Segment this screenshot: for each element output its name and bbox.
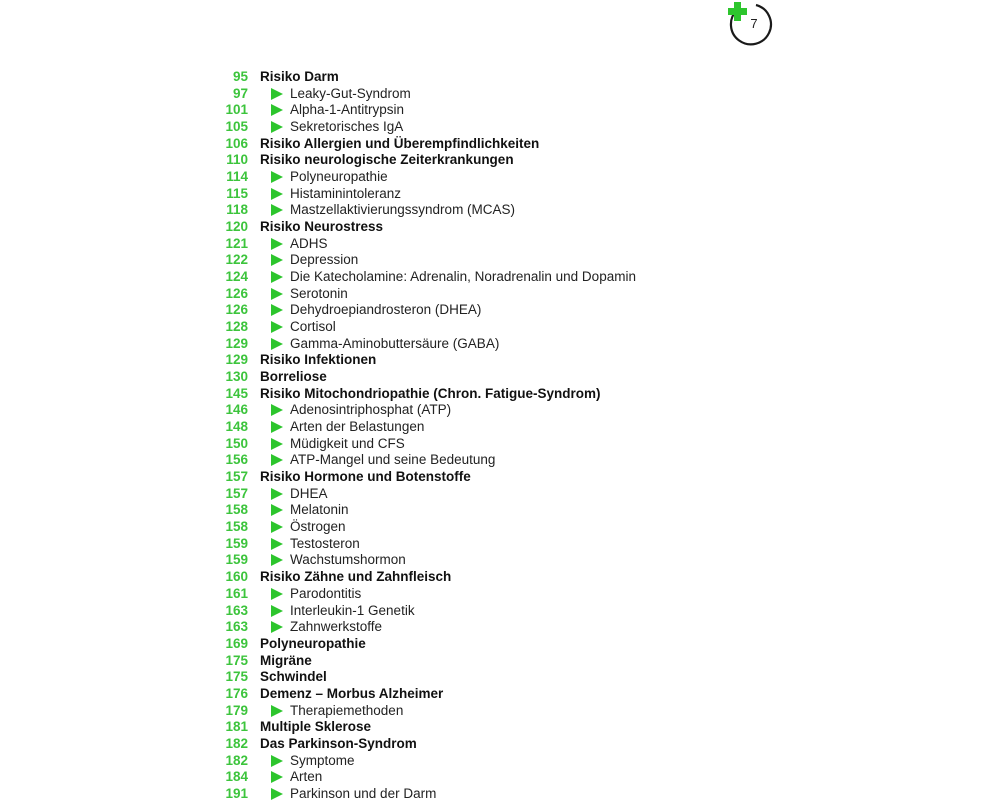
page-badge xyxy=(728,2,776,48)
toc-title: Arten xyxy=(290,769,323,785)
toc-page-number: 101 xyxy=(225,102,248,118)
toc-page-number: 175 xyxy=(225,669,248,685)
toc-page-number: 160 xyxy=(225,569,248,585)
toc-title: Risiko Neurostress xyxy=(260,219,384,235)
toc-title: Dehydroepiandrosteron (DHEA) xyxy=(290,302,482,318)
triangle-arrow-icon xyxy=(271,788,283,800)
toc-title: Multiple Sklerose xyxy=(260,719,372,735)
toc-subentry xyxy=(222,769,782,786)
triangle-arrow-icon xyxy=(271,771,283,783)
toc-subentry xyxy=(222,519,782,536)
toc-subentry xyxy=(222,169,782,186)
toc-page-number: 110 xyxy=(226,152,248,168)
toc-title: Gamma-Aminobuttersäure (GABA) xyxy=(290,335,500,351)
toc-title: Risiko Infektionen xyxy=(260,352,377,368)
toc-page-number: 126 xyxy=(225,285,248,301)
toc-subentry xyxy=(222,786,782,803)
toc-entry xyxy=(222,469,782,486)
toc-entry xyxy=(222,686,782,703)
toc-title: Polyneuropathie xyxy=(290,169,388,185)
triangle-arrow-icon xyxy=(271,271,283,283)
toc-title: Cortisol xyxy=(290,319,336,335)
toc-subentry xyxy=(222,536,782,553)
toc-title: ATP-Mangel und seine Bedeutung xyxy=(290,452,496,468)
toc-subentry xyxy=(222,286,782,303)
toc-page-number: 120 xyxy=(225,219,248,235)
triangle-arrow-icon xyxy=(271,488,283,500)
toc-title: ADHS xyxy=(290,235,328,251)
toc-page-number: 146 xyxy=(225,402,248,418)
toc-page-number: 175 xyxy=(225,652,248,668)
toc-page-number: 97 xyxy=(232,85,248,101)
toc-title: Parodontitis xyxy=(290,585,362,601)
toc-subentry xyxy=(222,753,782,770)
toc-subentry xyxy=(222,586,782,603)
toc-subentry xyxy=(222,402,782,419)
triangle-arrow-icon xyxy=(271,338,283,350)
toc-entry xyxy=(222,719,782,736)
triangle-arrow-icon xyxy=(271,404,283,416)
toc-title: Das Parkinson-Syndrom xyxy=(260,735,417,751)
toc-title: Risiko Hormone und Botenstoffe xyxy=(260,469,471,485)
toc-page-number: 121 xyxy=(225,235,248,251)
toc-page-number: 157 xyxy=(225,485,248,501)
toc-entry xyxy=(222,69,782,86)
triangle-arrow-icon xyxy=(271,605,283,617)
toc-page-number: 128 xyxy=(225,319,248,335)
toc-page-number: 106 xyxy=(225,135,248,151)
toc-page-number: 150 xyxy=(225,435,248,451)
triangle-arrow-icon xyxy=(271,204,283,216)
toc-title: Risiko Mitochondriopathie (Chron. Fatigue-Syndrom) xyxy=(260,385,601,401)
triangle-arrow-icon xyxy=(271,705,283,717)
toc-title: Risiko neurologische Zeiterkrankungen xyxy=(260,152,514,168)
toc-title: Alpha-1-Antitrypsin xyxy=(290,102,405,118)
toc-title: Risiko Zähne und Zahnfleisch xyxy=(260,569,452,585)
toc-page-number: 114 xyxy=(226,169,248,185)
toc-title: Serotonin xyxy=(290,285,348,301)
toc-page-number: 126 xyxy=(225,302,248,318)
toc-subentry xyxy=(222,86,782,103)
toc-subentry xyxy=(222,619,782,636)
toc-page-number: 158 xyxy=(225,519,248,535)
toc-subentry xyxy=(222,436,782,453)
toc-subentry xyxy=(222,603,782,620)
toc-title: Polyneuropathie xyxy=(260,635,366,651)
toc-subentry xyxy=(222,119,782,136)
triangle-arrow-icon xyxy=(271,304,283,316)
toc-title: Die Katecholamine: Adrenalin, Noradrenalin und Dopamin xyxy=(290,269,636,285)
toc-page-number: 118 xyxy=(226,202,248,218)
toc-entry xyxy=(222,736,782,753)
toc-title: Symptome xyxy=(290,752,355,768)
toc-page-number: 163 xyxy=(225,619,248,635)
triangle-arrow-icon xyxy=(271,504,283,516)
toc-page-number: 182 xyxy=(225,752,248,768)
toc-entry xyxy=(222,369,782,386)
toc-page-number: 129 xyxy=(225,335,248,351)
toc-subentry xyxy=(222,302,782,319)
toc-subentry xyxy=(222,552,782,569)
toc-page-number: 130 xyxy=(225,369,248,385)
toc-page-number: 191 xyxy=(225,785,248,801)
toc-page-number: 148 xyxy=(225,419,248,435)
triangle-arrow-icon xyxy=(271,454,283,466)
triangle-arrow-icon xyxy=(271,188,283,200)
toc-subentry xyxy=(222,102,782,119)
triangle-arrow-icon xyxy=(271,88,283,100)
toc-page-number: 163 xyxy=(225,602,248,618)
toc-page-number: 179 xyxy=(225,702,248,718)
toc-page-number: 176 xyxy=(225,685,248,701)
triangle-arrow-icon xyxy=(271,288,283,300)
triangle-arrow-icon xyxy=(271,421,283,433)
toc-subentry xyxy=(222,252,782,269)
toc-title: DHEA xyxy=(290,485,328,501)
toc-title: Therapiemethoden xyxy=(290,702,404,718)
toc-subentry xyxy=(222,186,782,203)
toc-title: Leaky-Gut-Syndrom xyxy=(290,85,411,101)
page-number: 7 xyxy=(750,16,758,31)
toc-entry xyxy=(222,653,782,670)
toc-title: Müdigkeit und CFS xyxy=(290,435,405,451)
toc-page-number: 159 xyxy=(225,552,248,568)
toc-title: Risiko Allergien und Überempfindlichkeiten xyxy=(260,135,540,151)
toc-subentry xyxy=(222,452,782,469)
triangle-arrow-icon xyxy=(271,755,283,767)
toc-title: Borreliose xyxy=(260,369,327,385)
toc-subentry xyxy=(222,486,782,503)
toc-page-number: 159 xyxy=(225,535,248,551)
toc-page-number: 182 xyxy=(225,735,248,751)
triangle-arrow-icon xyxy=(271,621,283,633)
toc-title: Melatonin xyxy=(290,502,349,518)
toc-subentry xyxy=(222,269,782,286)
toc-page-number: 181 xyxy=(225,719,248,735)
toc-page-number: 115 xyxy=(226,185,248,201)
toc-subentry xyxy=(222,319,782,336)
toc-title: Wachstumshormon xyxy=(290,552,406,568)
toc-entry xyxy=(222,136,782,153)
toc-title: Zahnwerkstoffe xyxy=(290,619,383,635)
toc-title: Histaminintoleranz xyxy=(290,185,402,201)
triangle-arrow-icon xyxy=(271,121,283,133)
toc-title: Demenz – Morbus Alzheimer xyxy=(260,685,444,701)
triangle-arrow-icon xyxy=(271,521,283,533)
toc-entry xyxy=(222,636,782,653)
toc-entry xyxy=(222,669,782,686)
toc-page-number: 157 xyxy=(225,469,248,485)
toc-subentry xyxy=(222,202,782,219)
toc-title: Schwindel xyxy=(260,669,327,685)
toc-page-number: 169 xyxy=(225,635,248,651)
triangle-arrow-icon xyxy=(271,238,283,250)
toc-page-number: 156 xyxy=(225,452,248,468)
toc-entry xyxy=(222,569,782,586)
toc-subentry xyxy=(222,419,782,436)
triangle-arrow-icon xyxy=(271,171,283,183)
triangle-arrow-icon xyxy=(271,554,283,566)
toc-page-number: 158 xyxy=(225,502,248,518)
triangle-arrow-icon xyxy=(271,104,283,116)
triangle-arrow-icon xyxy=(271,438,283,450)
toc-title: Risiko Darm xyxy=(260,69,339,84)
toc-subentry xyxy=(222,236,782,253)
toc-page-number: 161 xyxy=(225,585,248,601)
toc-subentry xyxy=(222,703,782,720)
toc-page-number: 124 xyxy=(225,269,248,285)
toc-subentry xyxy=(222,336,782,353)
toc-title: Arten der Belastungen xyxy=(290,419,425,435)
table-of-contents xyxy=(222,69,782,803)
triangle-arrow-icon xyxy=(271,254,283,266)
triangle-arrow-icon xyxy=(271,321,283,333)
toc-title: Adenosintriphosphat (ATP) xyxy=(290,402,452,418)
toc-title: Depression xyxy=(290,252,359,268)
toc-entry xyxy=(222,219,782,236)
toc-title: Mastzellaktivierungssyndrom (MCAS) xyxy=(290,202,516,218)
toc-page-number: 145 xyxy=(225,385,248,401)
toc-title: Östrogen xyxy=(290,519,346,535)
toc-page-number: 122 xyxy=(225,252,248,268)
toc-entry xyxy=(222,152,782,169)
toc-entry xyxy=(222,386,782,403)
toc-page-number: 184 xyxy=(225,769,248,785)
toc-title: Sekretorisches IgA xyxy=(290,119,404,135)
triangle-arrow-icon xyxy=(271,538,283,550)
toc-title: Testosteron xyxy=(290,535,360,551)
toc-title: Interleukin-1 Genetik xyxy=(290,602,415,618)
toc-page-number: 129 xyxy=(225,352,248,368)
toc-page-number: 95 xyxy=(232,69,248,84)
toc-title: Migräne xyxy=(260,652,312,668)
toc-subentry xyxy=(222,502,782,519)
toc-page-number: 105 xyxy=(225,119,248,135)
toc-entry xyxy=(222,352,782,369)
triangle-arrow-icon xyxy=(271,588,283,600)
toc-title: Parkinson und der Darm xyxy=(290,785,437,801)
